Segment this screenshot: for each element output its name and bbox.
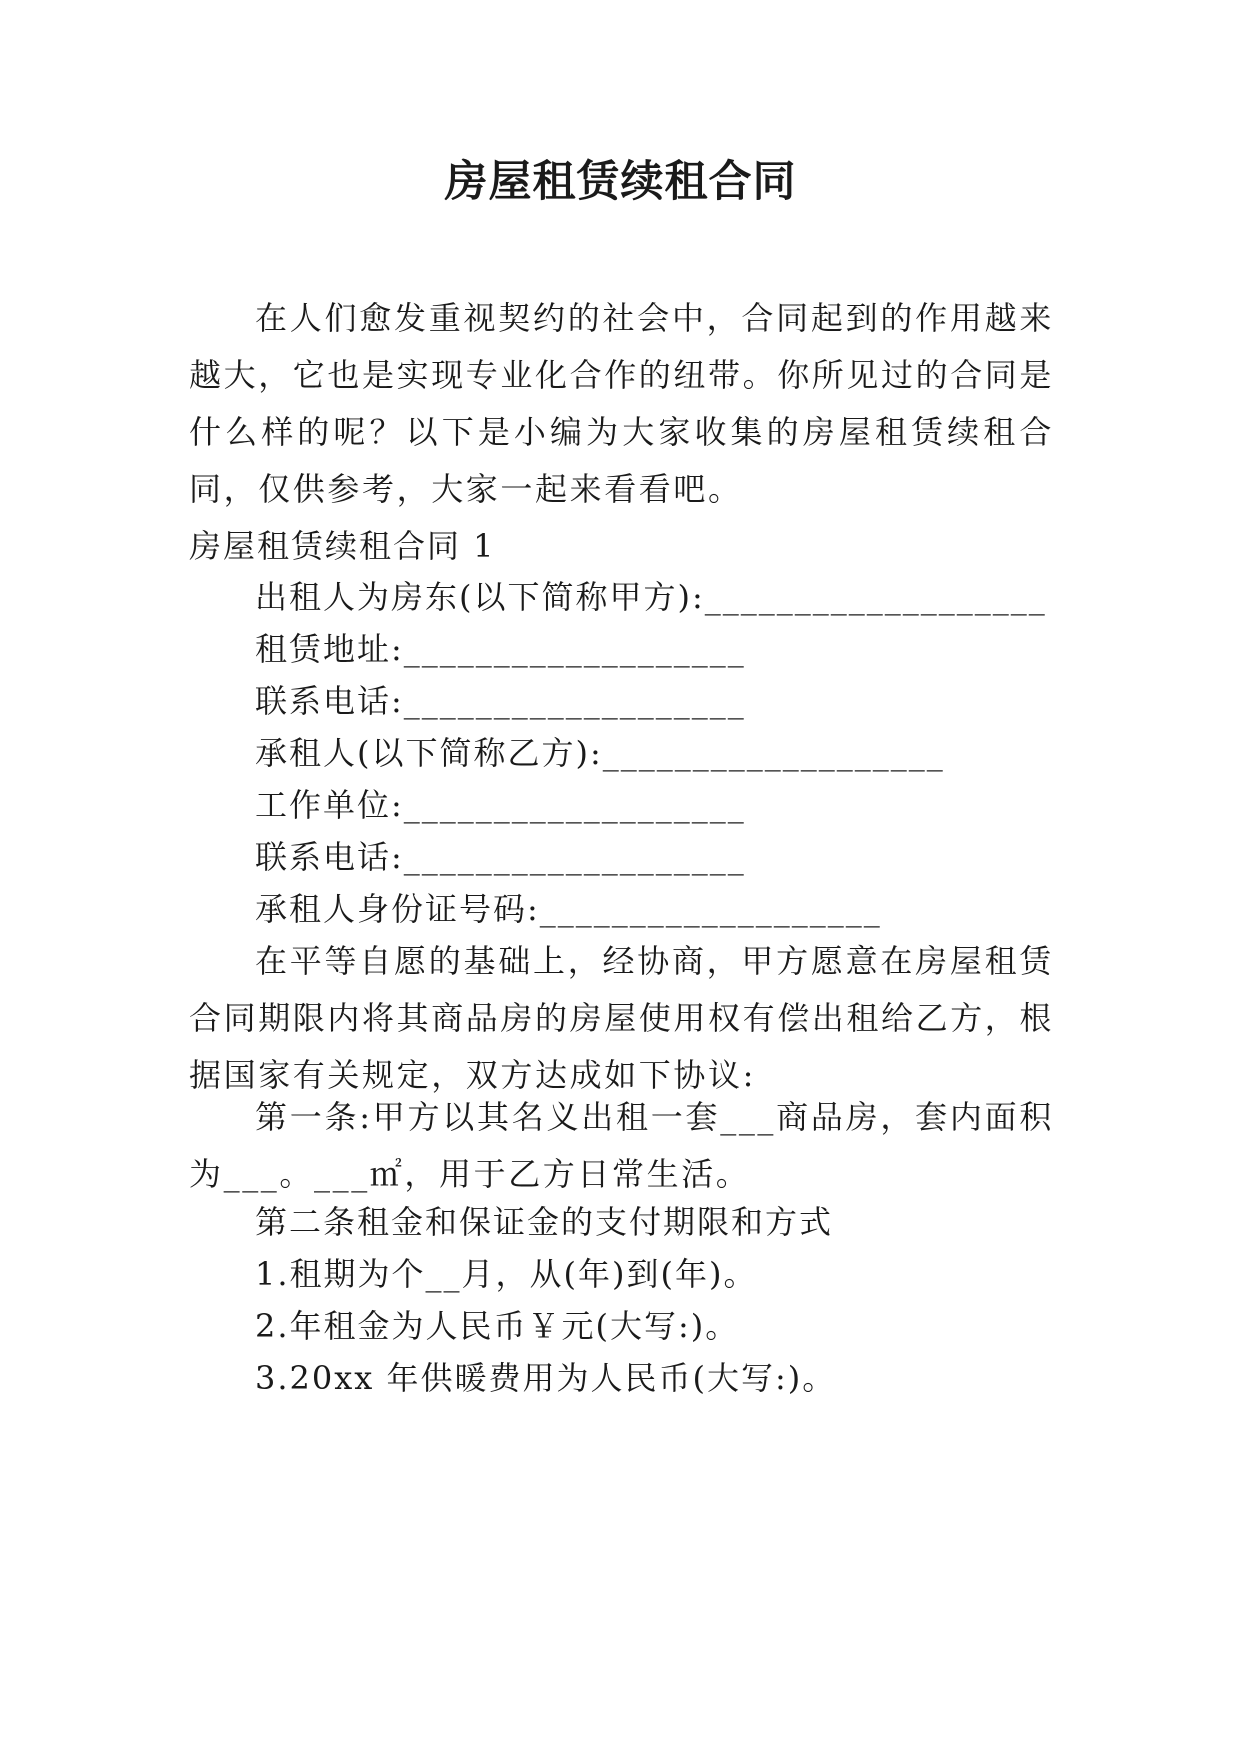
item-1: 1.租期为个__月，从(年)到(年)。 xyxy=(255,1255,758,1293)
item-2: 2.年租金为人民币￥元(大写:)。 xyxy=(255,1307,740,1345)
field-phone-b: 联系电话:___________________ xyxy=(255,838,746,876)
field-address: 租赁地址:___________________ xyxy=(255,630,746,668)
field-lessor: 出租人为房东(以下简称甲方):___________________ xyxy=(255,578,1047,616)
article-2-heading: 第二条租金和保证金的支付期限和方式 xyxy=(255,1203,834,1241)
field-workplace: 工作单位:___________________ xyxy=(255,786,746,824)
agreement-paragraph: 在平等自愿的基础上，经协商，甲方愿意在房屋租赁合同期限内将其商品房的房屋使用权有偿出租给乙方，根据国家有关规定，双方达成如下协议: xyxy=(189,942,1055,1094)
intro-paragraph: 在人们愈发重视契约的社会中，合同起到的作用越来越大，它也是实现专业化合作的纽带。你所见过的合同是什么样的呢？以下是小编为大家收集的房屋租赁续租合同，仅供参考，大家一起来看看吧。 xyxy=(189,299,1055,508)
section-heading: 房屋租赁续租合同 1 xyxy=(189,527,496,565)
document-title: 房屋租赁续租合同 xyxy=(444,157,797,207)
article-1: 第一条:甲方以其名义出租一套___商品房，套内面积为___。___㎡，用于乙方日常生活。 xyxy=(189,1098,1054,1193)
field-lessee: 承租人(以下简称乙方):___________________ xyxy=(255,734,945,772)
item-3: 3.20xx 年供暖费用为人民币(大写:)。 xyxy=(255,1359,837,1397)
field-phone-a: 联系电话:___________________ xyxy=(255,682,746,720)
field-id-number: 承租人身份证号码:___________________ xyxy=(255,890,882,928)
